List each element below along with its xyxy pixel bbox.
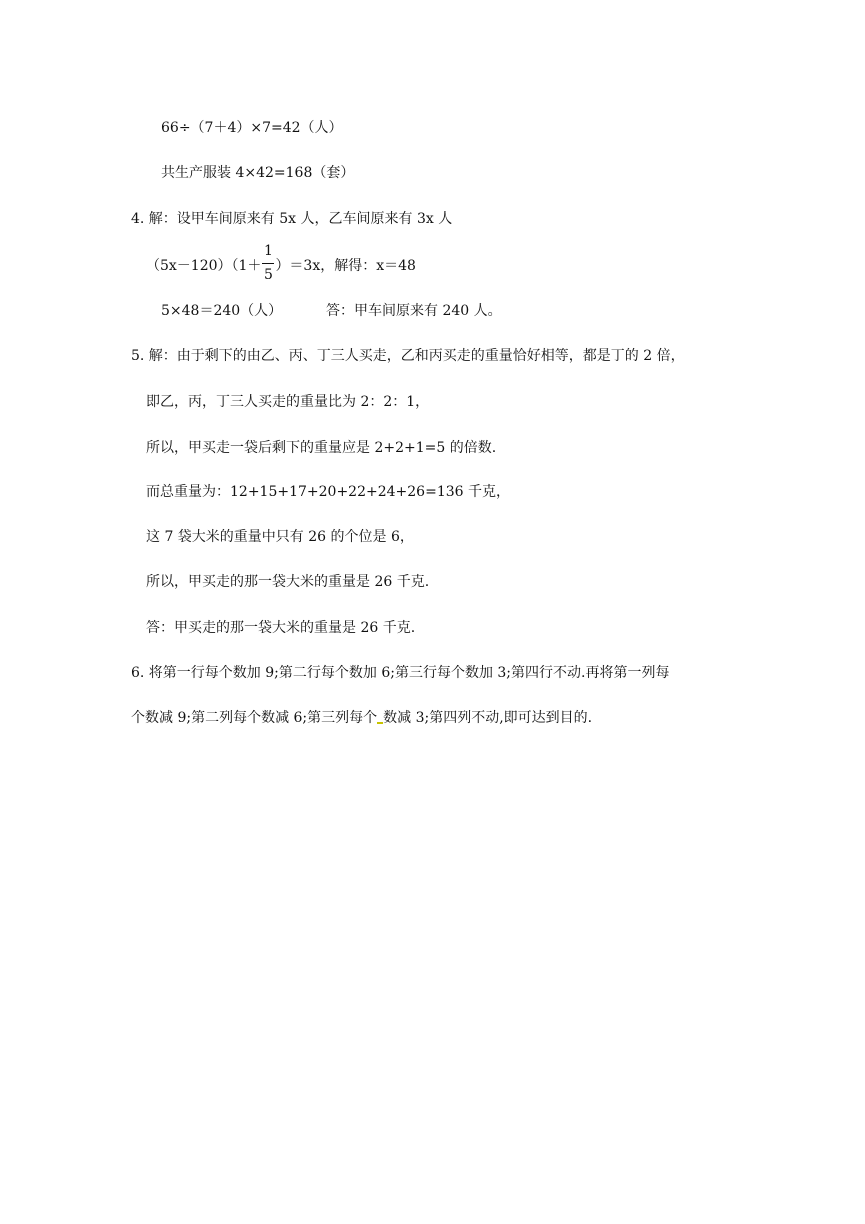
solution-5-heading: 5. 解：由于剩下的由乙、丙、丁三人买走，乙和丙买走的重量恰好相等，都是丁的 2 倍， xyxy=(131,348,685,364)
solution-3-line-1: 66÷（7＋4）×7=42（人） xyxy=(161,120,343,136)
solution-4-heading: 4. 解：设甲车间原来有 5x 人，乙车间原来有 3x 人 xyxy=(131,211,453,227)
solution-5-line-4: 而总重量为：12+15+17+20+22+24+26=136 千克， xyxy=(146,484,510,500)
solution-5-answer: 答：甲买走的那一袋大米的重量是 26 千克. xyxy=(146,620,416,636)
solution-4-equation xyxy=(146,243,416,283)
fraction-one-fifth xyxy=(262,243,274,283)
solution-6-line-2-a: 个数减 9;第二列每个数减 6;第三列每个 xyxy=(131,710,378,726)
solution-5-line-2: 即乙，丙，丁三人买走的重量比为 2：2：1， xyxy=(146,394,430,410)
fraction-bar xyxy=(262,263,274,264)
solution-6-line-2-b: 数减 3;第四列不动,即可达到目的. xyxy=(383,710,593,726)
equation-right: ）＝3x，解得：x＝48 xyxy=(275,258,416,274)
solution-6-line-2 xyxy=(131,708,592,728)
solution-4-answer: 答：甲车间原来有 240 人。 xyxy=(326,303,502,319)
solution-5-line-3: 所以，甲买走一袋后剩下的重量应是 2+2+1=5 的倍数. xyxy=(146,440,497,456)
fraction-numerator: 1 xyxy=(263,243,273,259)
solution-5-line-5: 这 7 袋大米的重量中只有 26 的个位是 6， xyxy=(146,529,414,545)
solution-5-line-6: 所以，甲买走的那一袋大米的重量是 26 千克. xyxy=(146,574,430,590)
equation-left: （5x－120）（1＋ xyxy=(146,258,262,274)
solution-4-calc: 5×48＝240（人） xyxy=(161,303,283,319)
fraction-denominator: 5 xyxy=(263,267,273,283)
solution-3-line-2: 共生产服装 4×42=168（套） xyxy=(161,165,355,181)
solution-6-line-1: 6. 将第一行每个数加 9;第二行每个数加 6;第三行每个数加 3;第四行不动.再将第一列每 xyxy=(131,665,670,681)
